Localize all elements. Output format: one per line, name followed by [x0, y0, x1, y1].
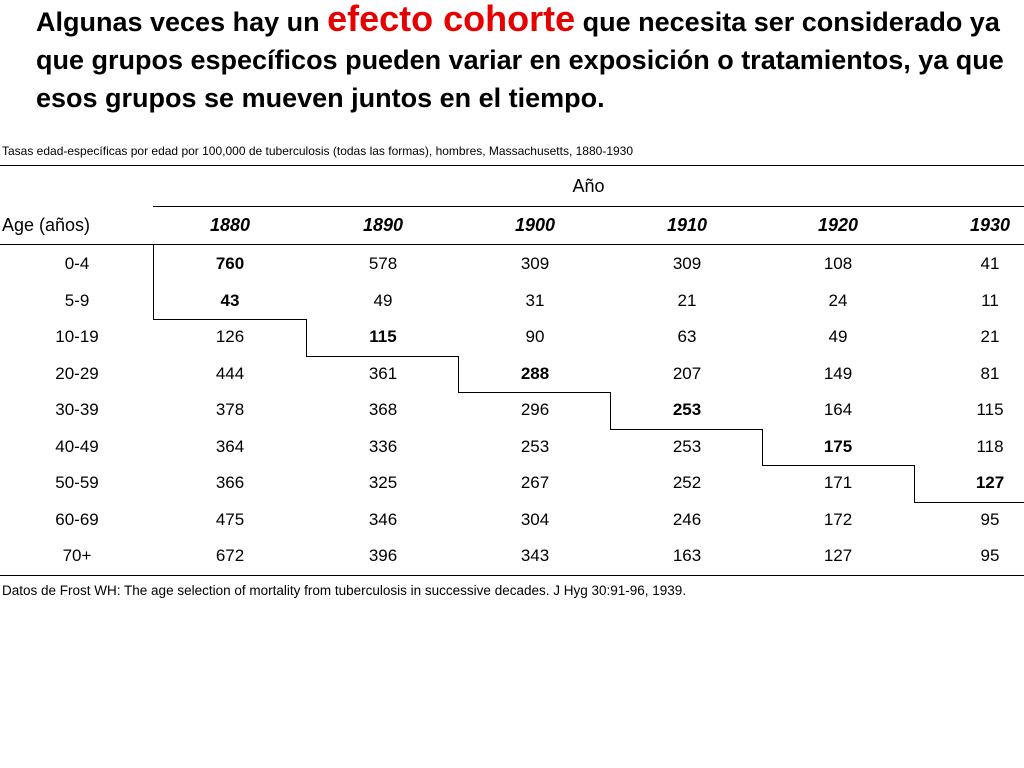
year-header-1890: 1890: [362, 215, 404, 235]
rate-value-cell: 164: [823, 400, 853, 419]
age-group-label: 20-29: [55, 363, 99, 383]
rate-value-cell: 309: [672, 254, 702, 273]
table-bottom-rule: [0, 575, 1024, 576]
year-header-1900: 1900: [514, 215, 556, 235]
cohort-step-horizontal: [153, 319, 306, 320]
age-group-label: 30-39: [55, 400, 99, 419]
year-header-1910: 1910: [666, 215, 708, 235]
cohort-value-cell: 760: [215, 254, 245, 273]
rate-value-cell: 475: [215, 509, 245, 529]
rate-value-cell: 366: [215, 473, 245, 492]
rate-value-cell: 207: [672, 363, 702, 383]
rate-value-cell: 95: [980, 509, 1000, 529]
cohort-step-vertical: [610, 392, 611, 429]
rate-value-cell: 336: [368, 436, 398, 456]
age-group-label: 40-49: [55, 436, 99, 456]
rate-value-cell: 296: [520, 400, 550, 419]
rate-value-cell: 108: [823, 254, 853, 273]
rate-value-cell: 253: [672, 436, 702, 456]
title-text-after: que necesita ser considerado ya que grupos específicos pueden variar en exposición o tratamientos, ya que esos grupos se mueven juntos en el tiempo.: [36, 7, 1004, 113]
rate-value-cell: 361: [368, 363, 398, 383]
rate-value-cell: 31: [525, 290, 545, 310]
slide-title: [36, 0, 1016, 117]
rate-value-cell: 253: [520, 436, 550, 456]
cohort-step-vertical: [458, 356, 459, 393]
year-header-1880: 1880: [209, 215, 251, 235]
cohort-value-cell: 253: [672, 400, 702, 419]
year-group-rule: [153, 206, 1024, 207]
age-column-header: Age (años): [2, 215, 91, 235]
age-group-label: 60-69: [55, 509, 99, 529]
title-highlight: efecto cohorte: [327, 0, 576, 39]
year-header-1920: 1920: [817, 215, 859, 235]
cohort-step-horizontal: [458, 392, 610, 393]
rate-value-cell: 115: [976, 400, 1004, 419]
cohort-value-cell: 288: [520, 363, 550, 383]
cohort-step-vertical: [153, 244, 154, 283]
rate-value-cell: 49: [828, 327, 848, 346]
rate-value-cell: 118: [976, 436, 1004, 456]
rate-value-cell: 396: [368, 546, 398, 565]
cohort-value-cell: 175: [823, 436, 853, 456]
rate-value-cell: 346: [368, 509, 398, 529]
rate-value-cell: 24: [828, 290, 848, 310]
cohort-value-cell: 43: [220, 290, 240, 310]
year-group-header: Año: [572, 176, 605, 196]
age-group-label: 50-59: [55, 473, 99, 492]
rate-value-cell: 21: [980, 327, 1000, 346]
rate-value-cell: 172: [823, 509, 853, 529]
table-caption: Tasas edad-específicas por edad por 100,000 de tuberculosis (todas las formas), hombres, Massachusetts, 1880-1930: [2, 144, 634, 158]
rate-value-cell: 246: [672, 509, 702, 529]
rate-value-cell: 309: [520, 254, 550, 273]
rate-value-cell: 444: [215, 363, 245, 383]
rate-value-cell: 378: [215, 400, 245, 419]
rate-value-cell: 304: [520, 509, 550, 529]
rate-value-cell: 368: [368, 400, 398, 419]
rate-value-cell: 41: [980, 254, 1000, 273]
rate-value-cell: 163: [672, 546, 702, 565]
rate-value-cell: 90: [525, 327, 545, 346]
cohort-step-vertical: [914, 465, 915, 502]
age-group-label: 10-19: [55, 327, 99, 346]
cohort-step-horizontal: [306, 356, 458, 357]
rate-value-cell: 126: [215, 327, 245, 346]
rate-value-cell: 171: [823, 473, 853, 492]
rate-value-cell: 149: [823, 363, 853, 383]
rate-value-cell: 267: [520, 473, 550, 492]
rate-value-cell: 49: [373, 290, 393, 310]
rate-value-cell: 364: [215, 436, 245, 456]
age-group-label: 0-4: [64, 254, 90, 273]
title-text-before: Algunas veces hay un: [36, 7, 328, 37]
rate-value-cell: 21: [677, 290, 697, 310]
source-note: Datos de Frost WH: The age selection of mortality from tuberculosis in successive decades. J Hyg 30:91-96, 1939.: [2, 583, 687, 598]
year-header-1930: 1930: [969, 215, 1011, 235]
table-top-rule: [0, 165, 1024, 166]
cohort-step-vertical: [153, 283, 154, 320]
rate-value-cell: 81: [980, 363, 1000, 383]
rate-value-cell: 325: [368, 473, 398, 492]
rate-value-cell: 252: [672, 473, 702, 492]
rate-value-cell: 578: [368, 254, 398, 273]
cohort-step-vertical: [762, 429, 763, 466]
cohort-step-horizontal: [762, 465, 914, 466]
cohort-value-cell: 115: [369, 327, 397, 346]
cohort-value-cell: 127: [975, 473, 1005, 492]
rate-value-cell: 127: [823, 546, 853, 565]
rate-value-cell: 11: [981, 290, 999, 310]
rate-value-cell: 343: [520, 546, 550, 565]
age-group-label: 5-9: [64, 290, 90, 310]
cohort-step-vertical: [306, 319, 307, 356]
cohort-step-horizontal: [610, 429, 762, 430]
cohort-step-horizontal: [914, 502, 1024, 503]
rate-value-cell: 672: [215, 546, 245, 565]
rate-value-cell: 95: [980, 546, 1000, 565]
age-group-label: 70+: [62, 546, 92, 565]
rate-value-cell: 63: [677, 327, 697, 346]
